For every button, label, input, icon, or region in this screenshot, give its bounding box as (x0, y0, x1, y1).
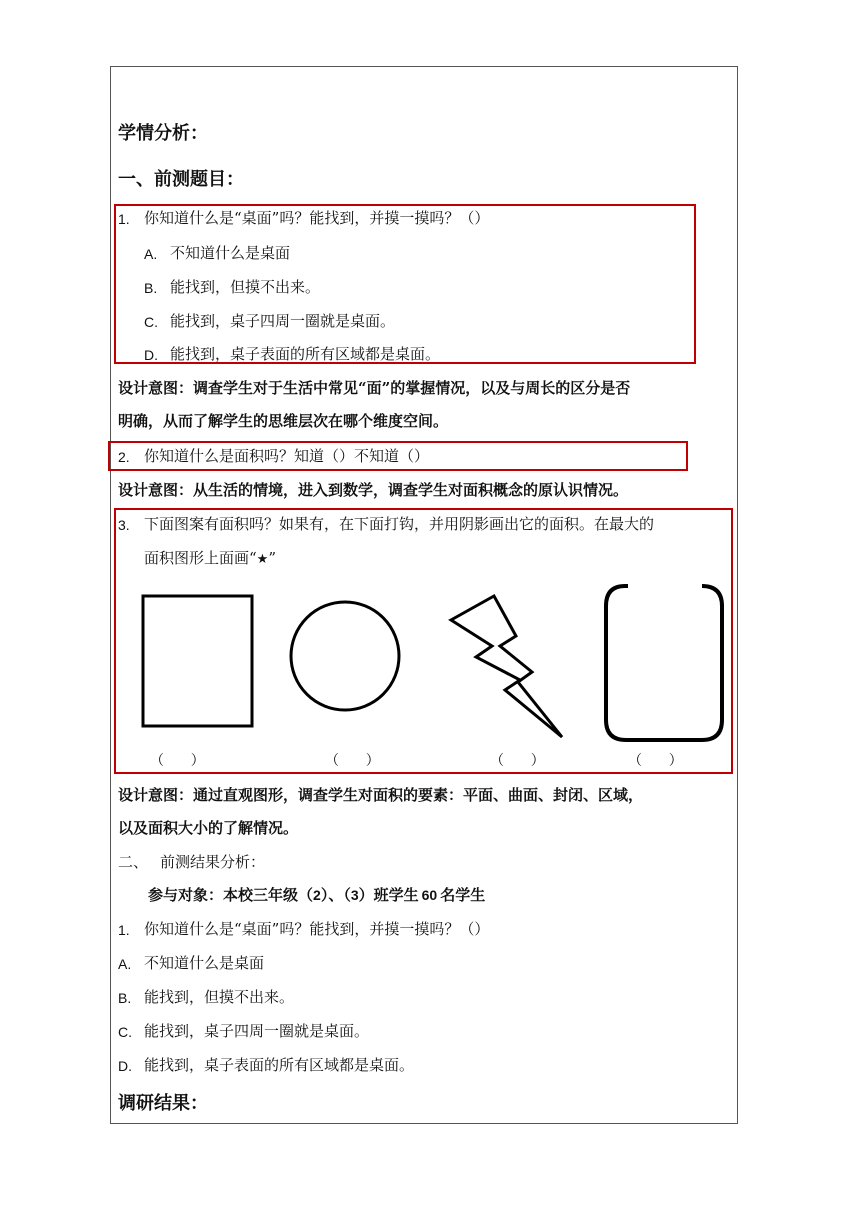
q1-option-d-letter: D. (144, 347, 158, 363)
q1-repeat-option-a: 不知道什么是桌面 (144, 954, 265, 972)
answer-paren-3[interactable]: （ ） (490, 753, 545, 769)
q1-option-d: 能找到，桌子表面的所有区域都是桌面。 (170, 345, 441, 363)
design-intent-2: 设计意图：从生活的情境，进入到数学，调查学生对面积概念的原认识情况。 (118, 481, 629, 499)
square-shape (143, 596, 252, 726)
q3-line1: 下面图案有面积吗？如果有，在下面打钩，并用阴影画出它的面积。在最大的 (144, 515, 655, 533)
q1-repeat-option-c-letter: C. (118, 1024, 132, 1040)
answer-paren-1[interactable]: （ ） (150, 753, 205, 769)
q1-option-b-letter: B. (144, 280, 158, 296)
q1-repeat-option-b: 能找到，但摸不出来。 (144, 988, 295, 1006)
design-intent-3-line1: 设计意图：通过直观图形，调查学生对面积的要素：平面、曲面、封闭、区域， (118, 786, 644, 804)
section-title: 学情分析： (118, 123, 208, 144)
q2-number: 2. (118, 449, 130, 465)
q1-option-c-letter: C. (144, 314, 158, 330)
q1-text: 你知道什么是“桌面”吗？能找到，并摸一摸吗？（） (144, 209, 490, 227)
design-intent-1-line1: 设计意图：调查学生对于生活中常见“面”的掌握情况，以及与周长的区分是否 (118, 379, 631, 397)
analysis-heading: 前测结果分析： (160, 853, 266, 871)
circle-shape (291, 602, 399, 710)
star-icon: ★ (256, 552, 269, 567)
participants-line: 参与对象：本校三年级（2）、（3）班学生 60 名学生 (148, 886, 486, 904)
q1-option-c: 能找到，桌子四周一圈就是桌面。 (170, 312, 396, 330)
q3-number: 3. (118, 517, 130, 533)
lightning-shape (451, 596, 562, 737)
results-heading: 调研结果： (118, 1093, 208, 1114)
q1-repeat-option-d: 能找到，桌子表面的所有区域都是桌面。 (144, 1056, 415, 1074)
q1-option-b: 能找到，但摸不出来。 (170, 278, 321, 296)
design-intent-3-line2: 以及面积大小的了解情况。 (118, 819, 299, 837)
pretest-heading: 一、前测题目： (118, 169, 244, 190)
q1-option-a-letter: A. (144, 246, 158, 262)
q1-repeat-number: 1. (118, 922, 130, 938)
q1-repeat-text: 你知道什么是“桌面”吗？能找到，并摸一摸吗？（） (144, 920, 490, 938)
design-intent-1-line2: 明确，从而了解学生的思维层次在哪个维度空间。 (118, 412, 449, 430)
open-rounded-shape (606, 586, 722, 740)
answer-paren-2[interactable]: （ ） (325, 753, 380, 769)
q3-line2: 面积图形上面画“★” (144, 549, 276, 567)
answer-paren-4[interactable]: （ ） (628, 753, 683, 769)
q1-option-a: 不知道什么是桌面 (170, 244, 291, 262)
q1-number: 1. (118, 211, 130, 227)
q2-text: 你知道什么是面积吗？知道（）不知道（） (144, 447, 430, 465)
q1-repeat-option-b-letter: B. (118, 990, 132, 1006)
q1-repeat-option-c: 能找到，桌子四周一圈就是桌面。 (144, 1022, 370, 1040)
analysis-number: 二、 (118, 853, 149, 871)
q1-repeat-option-a-letter: A. (118, 956, 132, 972)
q1-repeat-option-d-letter: D. (118, 1058, 132, 1074)
